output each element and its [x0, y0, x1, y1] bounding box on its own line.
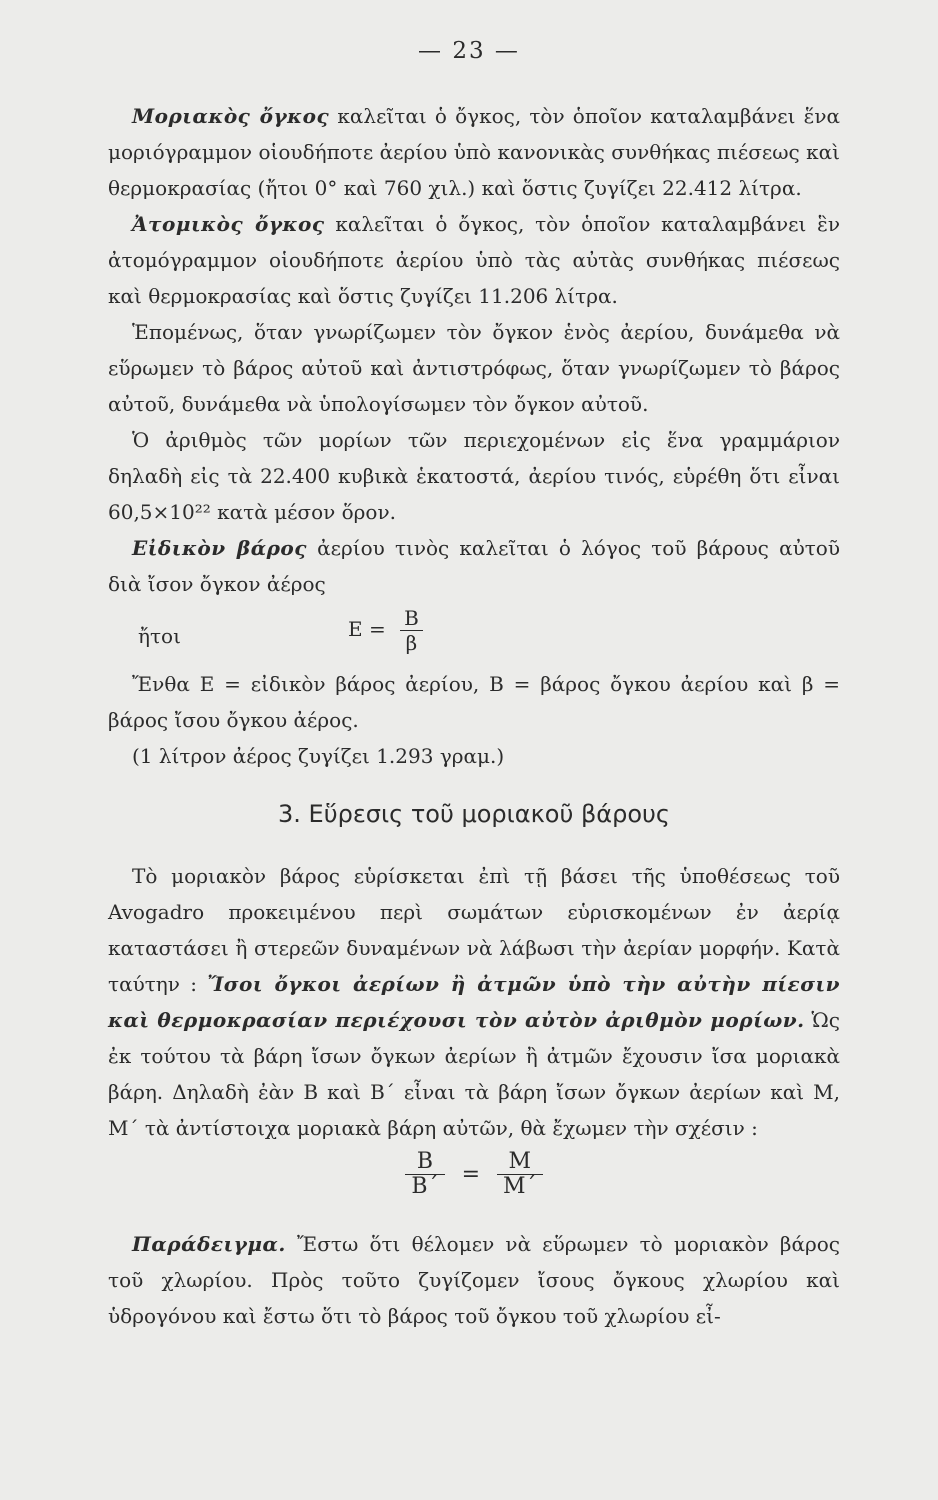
- avogadro-law: Ἴσοι ὄγκοι ἀερίων ἢ ἀτμῶν ὑπὸ τὴν αὐτὴν πίεσιν καὶ θερμοκρασίαν περιέχουσι τὸν αὐτὸν ἀριθμὸν μορίων.: [108, 972, 840, 1032]
- denominator: β: [400, 630, 424, 655]
- paragraph-text: καλεῖται ὁ ὄγκος, τὸν ὁποῖον καταλαμβάνει ἓν ἀτομόγραμμον οἱουδήποτε ἀερίου ὑπὸ τὰς αὐτὰς συνθήκας πιέσεως καὶ θερμοκρασίας καὶ ὅστις ζυγίζει 11.206 λίτρα.: [108, 212, 841, 308]
- paragraph-avogadro: [108, 858, 840, 1146]
- paragraph-molar-volume: [108, 98, 840, 206]
- section-heading: 3. Εὕρεσις τοῦ μοριακοῦ βάρους: [278, 800, 670, 828]
- paragraph-text: καλεῖται ὁ ὄγκος, τὸν ὁποῖον καταλαμβάνει ἕνα μοριόγραμμον οἱουδήποτε ἀερίου ὑπὸ κανονικὰς συνθήκας πιέσεως καὶ θερμοκρασίας (ἤτοι 0° καὶ 760 χιλ.) καὶ ὅστις ζυγίζει 22.412 λίτρα.: [108, 104, 841, 200]
- formula-body: [348, 606, 425, 655]
- formula-specific-weight: [108, 602, 840, 666]
- paragraph-text: ἀερίου τινὸς καλεῖται ὁ λόγος τοῦ βάρους αὐτοῦ διὰ ἴσον ὄγκον ἀέρος: [108, 536, 840, 596]
- formula-lhs: Ε =: [348, 617, 386, 641]
- paragraph-consequently: Ἑπομένως, ὅταν γνωρίζωμεν τὸν ὄγκον ἑνὸς ἀερίου, δυνάμεθα νὰ εὕρωμεν τὸ βάρος αὐτοῦ καὶ ἀντιστρόφως, ὅταν γνωρίζωμεν τὸ βάρος αὐτοῦ, δυνάμεθα νὰ ὑπολογίσωμεν τὸν ὄγκον αὐτοῦ.: [108, 320, 840, 416]
- page-number: — 23 —: [418, 38, 520, 64]
- paragraph-atomic-volume: [108, 206, 840, 314]
- term-molar-volume: Μοριακὸς ὄγκος: [132, 104, 330, 128]
- term-example: Παράδειγμα.: [132, 1232, 286, 1256]
- paragraph-text: Ἔστω ὅτι θέλομεν νὰ εὕρωμεν τὸ μοριακὸν βάρος τοῦ χλωρίου. Πρὸς τοῦτο ζυγίζομεν ἴσους ὄγκους χλωρίου καὶ ὑδρογόνου καὶ ἔστω ὅτι τὸ βάρος τοῦ ὄγκου τοῦ χλωρίου εἶ-: [108, 1232, 840, 1328]
- paragraph-text: Ὡς ἐκ τούτου τὰ βάρη ἴσων ὄγκων ἀερίων ἢ ἀτμῶν ἔχουσιν ἴσα μοριακὰ βάρη. Δηλαδὴ ἐὰν Β καὶ Β΄ εἶναι τὰ βάρη ἴσων ὄγκων ἀερίων καὶ Μ, Μ΄ τὰ ἀντίστοιχα μοριακὰ βάρη αὐτῶν, θὰ ἔχωμεν τὴν σχέσιν :: [108, 1008, 841, 1140]
- denominator: Β΄: [405, 1174, 444, 1199]
- paragraph-text: Τὸ μοριακὸν βάρος εὑρίσκεται ἐπὶ τῇ βάσει τῆς ὑποθέσεως τοῦ Avogadro προκειμένου περὶ σωμάτων εὑρισκομένων ἐν ἀερίᾳ καταστάσει ἢ στερεῶν δυναμένων νὰ λάβωσι τὴν ἀερίαν μορφήν. Κατὰ ταύτην :: [108, 864, 840, 996]
- denominator: Μ΄: [497, 1174, 543, 1199]
- fraction: [398, 606, 425, 655]
- paragraph-example: [108, 1226, 840, 1334]
- numerator: Μ: [508, 1149, 532, 1174]
- numerator: Β: [404, 606, 419, 630]
- paragraph-molecule-count: Ὁ ἀριθμὸς τῶν μορίων τῶν περιεχομένων εἰς ἕνα γραμμάριον δηλαδὴ εἰς τὰ 22.400 κυβικὰ ἑκατοστά, ἀερίου τινός, εὑρέθη ὅτι εἶναι 60,5×10²² κατὰ μέσον ὅρον.: [108, 428, 840, 524]
- equals-sign: =: [461, 1162, 481, 1187]
- term-atomic-volume: Ἀτομικὸς ὄγκος: [132, 212, 325, 236]
- note: (1 λίτρον ἀέρος ζυγίζει 1.293 γραμ.): [132, 744, 505, 768]
- paragraph-specific-weight: [108, 530, 840, 602]
- fraction-left: [405, 1150, 444, 1199]
- paragraph-definitions: Ἔνθα Ε = εἰδικὸν βάρος ἀερίου, Β = βάρος ὄγκου ἀερίου καὶ β = βάρος ἴσου ὄγκου ἀέρος.: [108, 672, 840, 732]
- page-text: [108, 98, 840, 1334]
- formula-label: ἤτοι: [138, 624, 181, 648]
- fraction-right: [497, 1150, 543, 1199]
- formula-molar-ratio: [108, 1146, 840, 1226]
- term-specific-weight: Εἰδικὸν βάρος: [132, 536, 307, 560]
- numerator: Β: [416, 1149, 434, 1174]
